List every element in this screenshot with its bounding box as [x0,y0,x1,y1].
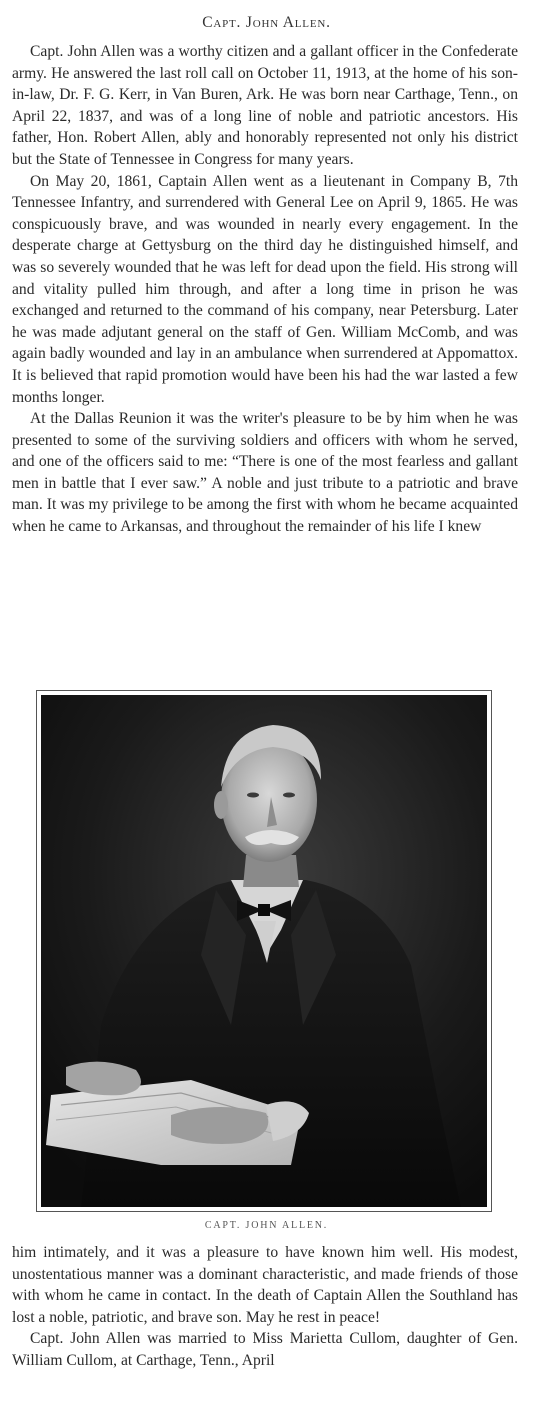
paragraph-character-continued: him intimately, and it was a pleasure to have known him well. His modest, unostentatious manner was a dominant characteristic, and made friends of those with whom he came in contact. In the death of Captain Allen the Southland has lost a noble, patriotic, and brave son. May he rest in peace! [12,1244,518,1326]
paragraph-biography-intro: Capt. John Allen was a worthy citizen and a gallant officer in the Confederate army. He answered the last roll call on October 11, 1913, at the home of his son-in-law, Dr. F. G. Kerr, in Van Buren, Ark. He was born near Carthage, Tenn., on April 22, 1837, and was of a long line of noble and patriotic ancestors. His father, Hon. Robert Allen, ably and honorably represented not only his district but the State of Tennessee in Congress for many years. [12,43,518,168]
paragraph-military-service: On May 20, 1861, Captain Allen went as a lieutenant in Company B, 7th Tennessee Infantry, and surrendered with General Lee on April 9, 1865. He was conspicuously brave, and was wounded in nearly every engagement. In the desperate charge at Gettysburg on the third day he distinguished himself, and was so severely wounded that he was left for dead upon the field. His strong will and vitality pulled him through, and after a long time in prison he was exchanged and returned to the command of his company, near Petersburg. Later he was made adjutant general on the staff of Gen. William McComb, and was again badly wounded and lay in an ambulance when surrendered at Appomattox. It is believed that rapid promotion would have been his had the war lasted a few months longer. [12,172,518,406]
portrait-photo [41,695,487,1207]
article-title: Capt. John Allen. [202,14,331,31]
article-body-bottom [12,1242,518,1372]
photo-caption: CAPT. JOHN ALLEN. [204,1220,329,1231]
portrait-photo-frame [36,690,492,1212]
paragraph-marriage: Capt. John Allen was married to Miss Marietta Cullom, daughter of Gen. William Cullom, at Carthage, Tenn., April [12,1330,518,1369]
article-body-top [12,41,518,538]
paragraph-dallas-reunion: At the Dallas Reunion it was the writer's pleasure to be by him when he was presented to some of the surviving soldiers and officers with whom he served, and one of the officers said to me: “There is one of the most fearless and gallant men in battle that I ever saw.” A noble and just tribute to a patriotic and brave man. It was my privilege to be among the first with whom he became acquainted when he came to Arkansas, and throughout the remainder of his life I knew [12,410,518,536]
